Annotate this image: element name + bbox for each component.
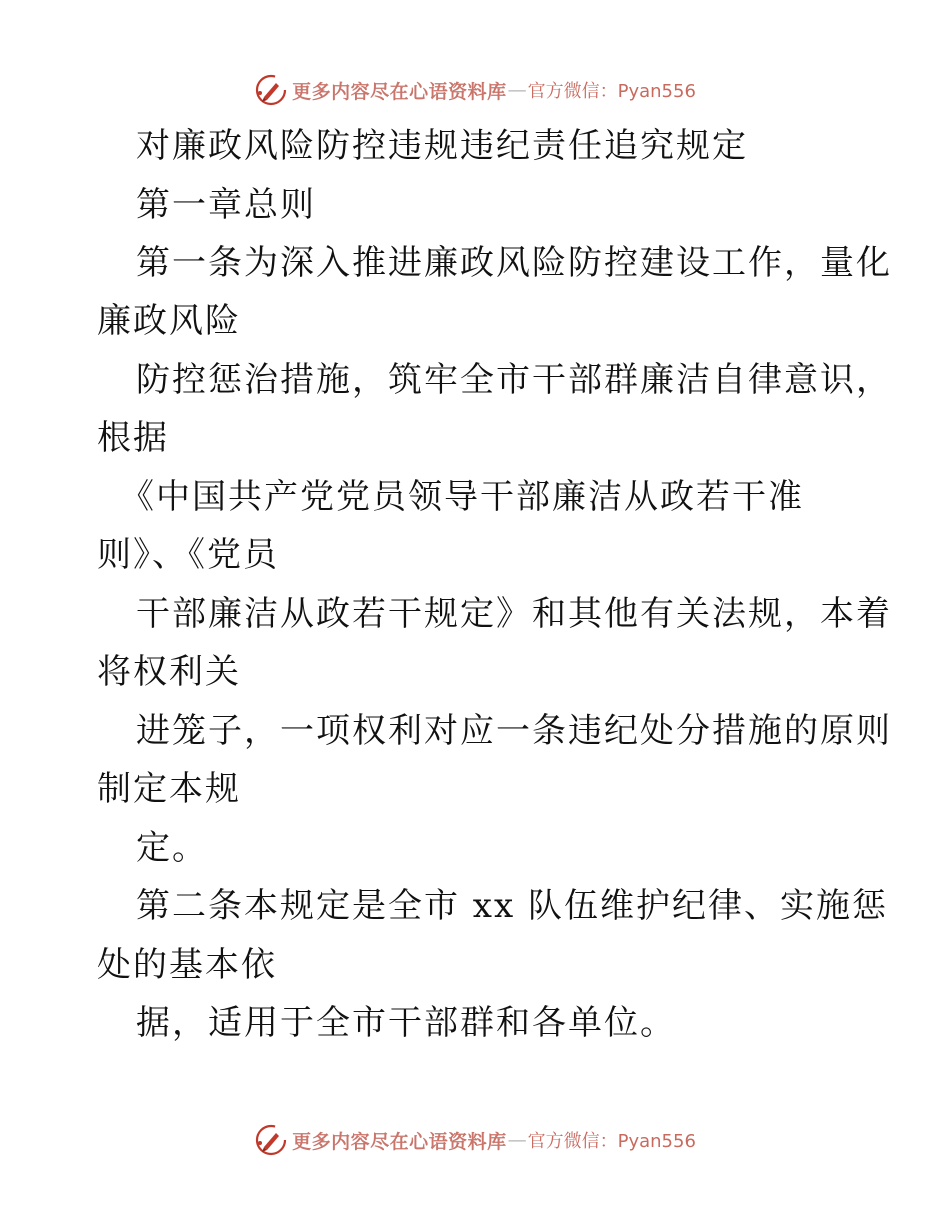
banner-separator: — — [507, 1129, 527, 1151]
banner-title: 更多内容尽在心语资料库 — [292, 1130, 507, 1153]
footer-banner — [0, 1120, 950, 1160]
document-title: 对廉政风险防控违规违纪责任追究规定 — [136, 126, 748, 166]
paragraph-line: 定。 — [136, 828, 208, 868]
paragraph-line: 根据 — [97, 418, 169, 458]
pen-logo-icon — [254, 73, 288, 107]
banner-separator: — — [507, 79, 527, 101]
paragraph-line: 廉政风险 — [97, 301, 241, 341]
pen-logo-icon — [254, 1123, 288, 1157]
banner-wechat: 官方微信：Pyan556 — [527, 1131, 696, 1152]
paragraph-line: 第二条本规定是全市 xx 队伍维护纪律、实施惩 — [136, 886, 888, 926]
paragraph-line: 《中国共产党党员领导干部廉洁从政若干准 — [120, 477, 804, 517]
paragraph-line: 处的基本依 — [97, 945, 277, 985]
chapter-heading: 第一章总则 — [136, 185, 316, 225]
banner-title: 更多内容尽在心语资料库 — [292, 80, 507, 103]
paragraph-line: 则》、《党员 — [97, 535, 279, 575]
paragraph-line: 制定本规 — [97, 769, 241, 809]
header-banner — [0, 70, 950, 110]
paragraph-line: 将权利关 — [97, 652, 241, 692]
paragraph-line: 第一条为深入推进廉政风险防控建设工作，量化 — [136, 243, 892, 283]
paragraph-line: 干部廉洁从政若干规定》和其他有关法规，本着 — [136, 594, 892, 634]
paragraph-line: 据，适用于全市干部群和各单位。 — [136, 1003, 676, 1043]
paragraph-line: 进笼子，一项权利对应一条违纪处分措施的原则 — [136, 711, 892, 751]
banner-wechat: 官方微信：Pyan556 — [527, 81, 696, 102]
paragraph-line: 防控惩治措施，筑牢全市干部群廉洁自律意识， — [136, 360, 892, 400]
